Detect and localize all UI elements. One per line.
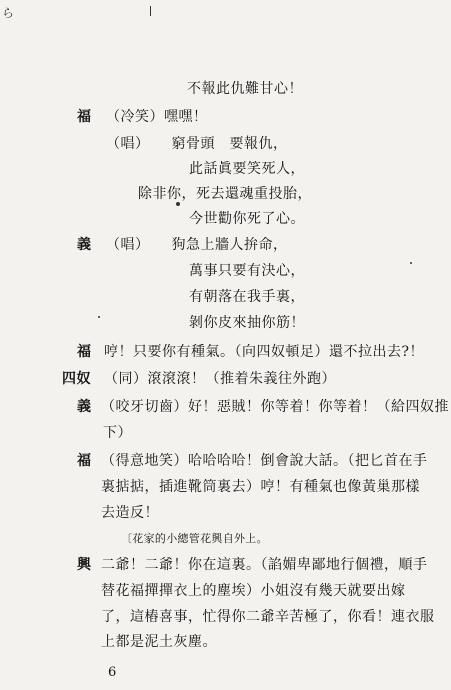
margin-mark: ら — [2, 6, 15, 20]
dialogue-line: 裏掂掂，插進靴筒裏去）哼！有種氣也像黃巢那樣 — [101, 479, 420, 495]
speaker-label: 義 — [77, 237, 92, 253]
speaker-label: 福 — [77, 453, 92, 469]
verse-line: 不報此仇難甘心！ — [187, 81, 303, 97]
dialogue-line: 二爺！二爺！你在這裏。（諂媚卑鄙地行個禮，順手 — [101, 557, 428, 573]
dialogue-line: （冷笑）嘿嘿！ — [106, 109, 208, 125]
dialogue-line: 去造反！ — [101, 505, 159, 521]
verse-line: （唱） 窮骨頭 要報仇， — [106, 136, 288, 152]
scan-speck — [98, 316, 100, 318]
scan-speck — [410, 262, 412, 264]
speaker-label: 福 — [77, 109, 92, 125]
speaker-label: 福 — [77, 344, 92, 360]
verse-line: 有朝落在我手裏， — [189, 289, 305, 305]
verse-line: 萬事只要有決心， — [189, 263, 305, 279]
page-number: 6 — [108, 665, 117, 680]
dialogue-line: （咬牙切齒）好！惡賊！你等着！你等着！（給四奴推 — [101, 399, 449, 415]
dialogue-line: （同）滾滾滾！（推着朱義往外跑） — [104, 371, 336, 387]
speaker-label: 義 — [77, 399, 92, 415]
verse-line: （唱） 狗急上牆人拚命， — [106, 237, 288, 253]
verse-line: 此話眞要笑死人， — [189, 161, 305, 177]
verse-line: 剝你皮來抽你筋！ — [189, 315, 305, 331]
dialogue-line: 哼！只要你有種氣。（向四奴頓足）還不拉出去?！ — [104, 344, 425, 360]
dialogue-line: （得意地笑）哈哈哈哈！倒會說大話。（把匕首在手 — [101, 453, 428, 469]
dialogue-line: 下） — [103, 425, 132, 441]
dialogue-line: 上都是泥土灰塵。 — [101, 634, 217, 650]
dialogue-line: 替花福撣撣衣上的塵埃）小姐沒有幾天就要出嫁 — [101, 583, 406, 599]
verse-line: 除非你，死去還魂重投胎， — [138, 186, 312, 202]
stage-direction: 〔花家的小總管花興自外上。 — [121, 532, 268, 545]
dialogue-line: 了，這樁喜事，忙得你二爺辛苦極了，你看！連衣服 — [101, 609, 435, 625]
speaker-label: 四奴 — [62, 371, 91, 387]
scan-speck — [150, 6, 151, 16]
verse-line: 今世勸你死了心。 — [189, 211, 305, 227]
scan-speck — [176, 202, 180, 206]
speaker-label: 興 — [77, 557, 92, 573]
